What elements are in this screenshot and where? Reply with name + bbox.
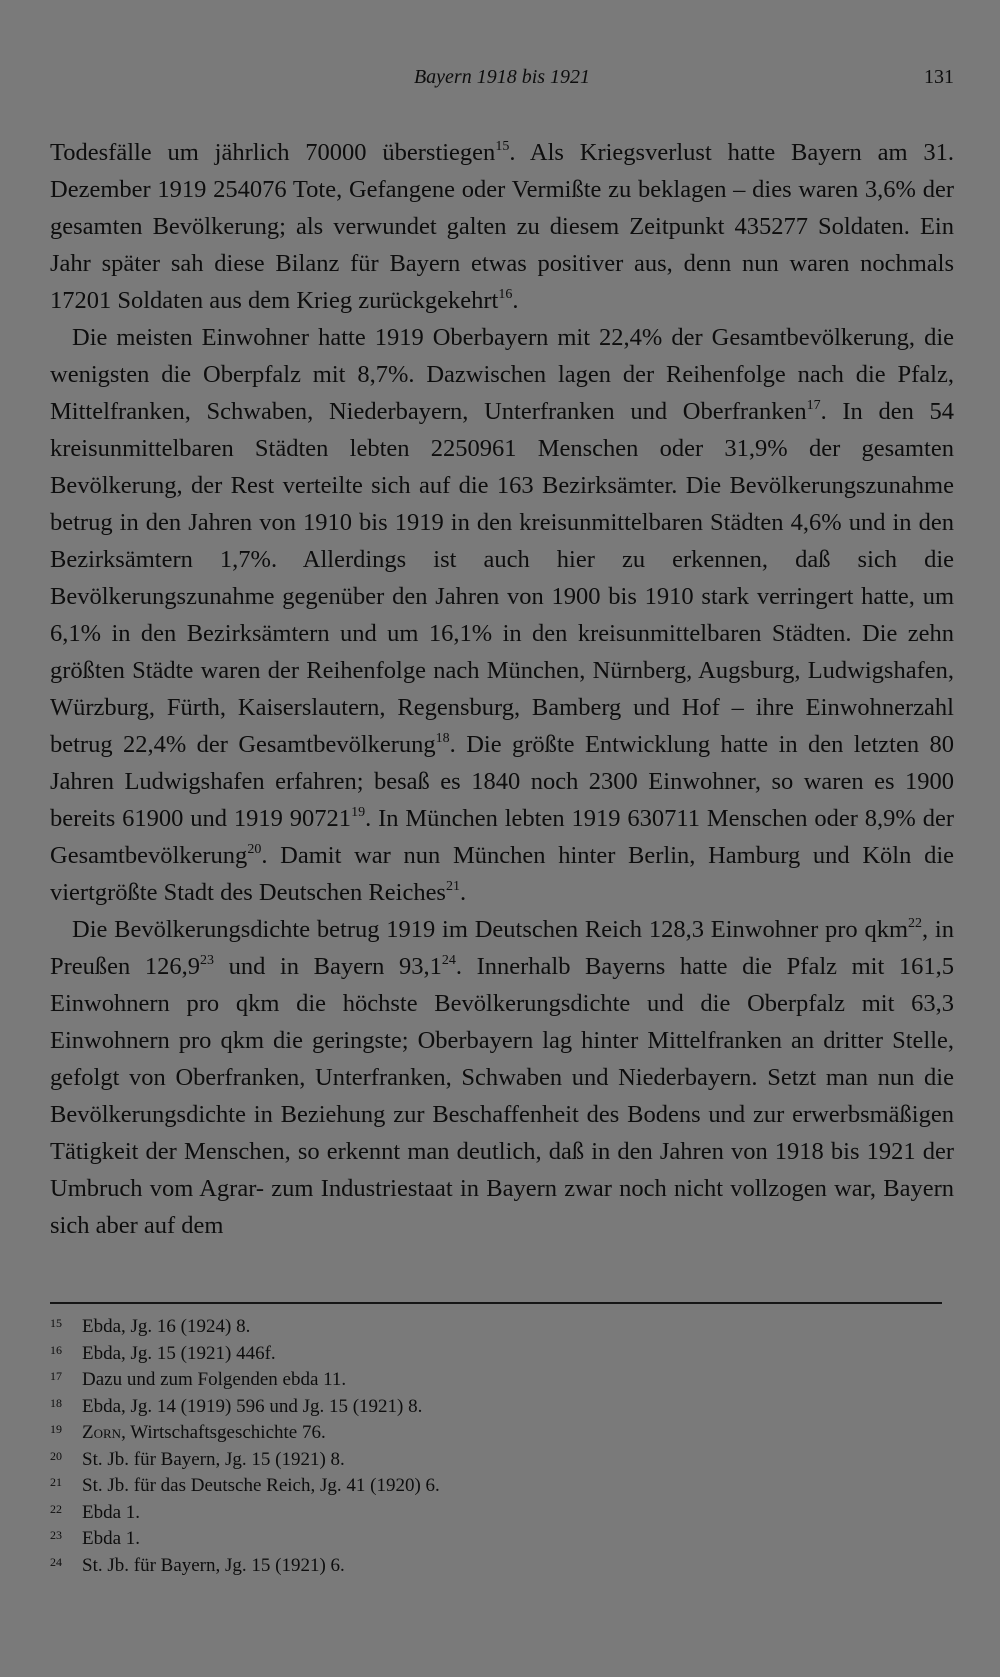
footnote-text: St. Jb. für Bayern, Jg. 15 (1921) 8. [82,1448,345,1470]
footnote-text: Dazu und zum Folgenden ebda 11. [82,1369,347,1390]
footnote-text: Ebda 1. [82,1501,141,1523]
text-run: Die Bevölkerungsdichte betrug 1919 im Deutschen Reich 128,3 Einwohner pro qkm [72,916,909,943]
footnote-number: 17 [50,1369,62,1383]
paragraph-1 [50,134,954,319]
running-header [50,66,954,100]
footnote-text: St. Jb. für Bayern, Jg. 15 (1921) 6. [82,1554,345,1576]
footnote-text: St. Jb. für das Deutsche Reich, Jg. 41 (1920) 6. [82,1475,440,1496]
text-run: , in Preußen 126,9 [50,916,954,980]
footnote-number: 20 [50,1448,62,1463]
text-run: Die meisten Einwohner hatte 1919 Oberbayern mit 22,4% der Gesamtbevölkerung, die wenigsten die Oberpfalz mit 8,7%. Dazwischen lagen der Reihenfolge nach die Pfalz, Mittelfranken, Schwaben, Niederbayern, Unterfranken und Oberfranken [50,324,954,425]
footnotes [50,1314,910,1579]
footnote-text [82,1420,910,1447]
footnote-text: Ebda, Jg. 15 (1921) 446f. [82,1342,276,1364]
text-run: . Die größte Entwicklung hatte in den letzten 80 Jahren Ludwigshafen erfahren; besaß es 1840 noch 2300 Einwohner, so waren es 1900 bereits 61900 und 1919 90721 [50,731,954,832]
footnote-text-run: , Wirtschaftsgeschichte 76. [121,1422,326,1443]
footnote [50,1314,910,1341]
footnote-divider [50,1302,942,1304]
footnote [50,1553,910,1580]
text-run: . Als Kriegsverlust hatte Bayern am 31. Dezember 1919 254076 Tote, Gefangene oder Vermißte zu beklagen – dies waren 3,6% der gesamten Bevölkerung; als verwundet galten zu diesem Zeitpunkt 435277 Soldaten. Ein Jahr später sah diese Bilanz für Bayern etwas positiver aus, denn nun waren nochmals 17201 Soldaten aus dem Krieg zurückgekehrt [50,139,954,314]
footnote-ref: 17 [806,398,821,413]
footnote-ref: 15 [495,139,510,154]
footnote [50,1420,910,1447]
page-number: 131 [924,66,954,88]
text-run: Todesfälle um jährlich 70000 überstiegen [50,139,496,166]
footnote-ref: 18 [435,731,450,746]
footnote-number: 18 [50,1395,62,1410]
body-text [50,134,954,1244]
text-run: . In München lebten 1919 630711 Menschen oder 8,9% der Gesamtbevölkerung [50,805,954,869]
footnote-number: 19 [50,1422,62,1436]
footnote-ref: 19 [351,805,366,820]
footnote-text: Ebda 1. [82,1528,141,1549]
footnote-number: 22 [50,1501,62,1516]
footnote [50,1394,910,1421]
footnote-number: 21 [50,1475,62,1489]
footnote [50,1367,910,1394]
text-run: und in Bayern 93,1 [214,953,442,980]
text-run: . Innerhalb Bayerns hatte die Pfalz mit 161,5 Einwohnern pro qkm die höchste Bevölkerungsdichte und die Oberpfalz mit 63,3 Einwohnern pro qkm die geringste; Oberbayern lag hinter Mittelfranken an dritter Stelle, gefolgt von Oberfranken, Unterfranken, Schwaben und Niederbayern. Setzt man nun die Bevölkerungsdichte in Beziehung zur Beschaffenheit des Bodens und zur erwerbsmäßigen Tätigkeit der Menschen, so erkennt man deutlich, daß in den Jahren von 1918 bis 1921 der Umbruch vom Agrar- zum Industriestaat in Bayern zwar noch nicht vollzogen war, Bayern sich aber auf dem [50,953,954,1239]
text-run: . Damit war nun München hinter Berlin, Hamburg und Köln die viertgrößte Stadt des Deutschen Reiches [50,842,954,906]
paragraph-2 [50,319,954,911]
footnote [50,1341,910,1368]
footnote-text: Ebda, Jg. 16 (1924) 8. [82,1316,251,1337]
footnote [50,1473,910,1500]
footnote-ref: 23 [200,953,215,968]
footnote-number: 15 [50,1316,62,1330]
footnote-text: Ebda, Jg. 14 (1919) 596 und Jg. 15 (1921) 8. [82,1395,423,1417]
footnote [50,1500,910,1527]
footnote [50,1447,910,1474]
footnote-ref: 20 [247,842,262,857]
footnote-ref: 24 [441,953,456,968]
text-run: . In den 54 kreisunmittelbaren Städten lebten 2250961 Menschen oder 31,9% der gesamten Bevölkerung, der Rest verteilte sich auf die 163 Bezirksämter. Die Bevölkerungszunahme betrug in den Jahren von 1910 bis 1919 in den kreisunmittelbaren Städten 4,6% und in den Bezirksämtern 1,7%. Allerdings ist auch hier zu erkennen, daß sich die Bevölkerungszunahme gegenüber den Jahren von 1900 bis 1910 stark verringert hatte, um 6,1% in den Bezirksämtern und um 16,1% in den kreisunmittelbaren Städten. Die zehn größten Städte waren der Reihenfolge nach München, Nürnberg, Augsburg, Ludwigshafen, Würzburg, Fürth, Kaiserslautern, Regensburg, Bamberg und Hof – ihre Einwohnerzahl betrug 22,4% der Gesamtbevölkerung [50,398,954,758]
footnote-number: 16 [50,1342,62,1357]
text-run: . [459,879,467,906]
author-name: Zorn [82,1422,122,1443]
footnote [50,1526,910,1553]
footnote-ref: 22 [908,916,923,931]
footnote-number: 24 [50,1554,62,1569]
footnote-number: 23 [50,1528,62,1542]
paragraph-3 [50,911,954,1244]
footnote-ref: 16 [498,287,513,302]
footnote-ref: 21 [445,879,460,894]
running-title: Bayern 1918 bis 1921 [413,66,591,88]
text-run: . [512,287,519,314]
